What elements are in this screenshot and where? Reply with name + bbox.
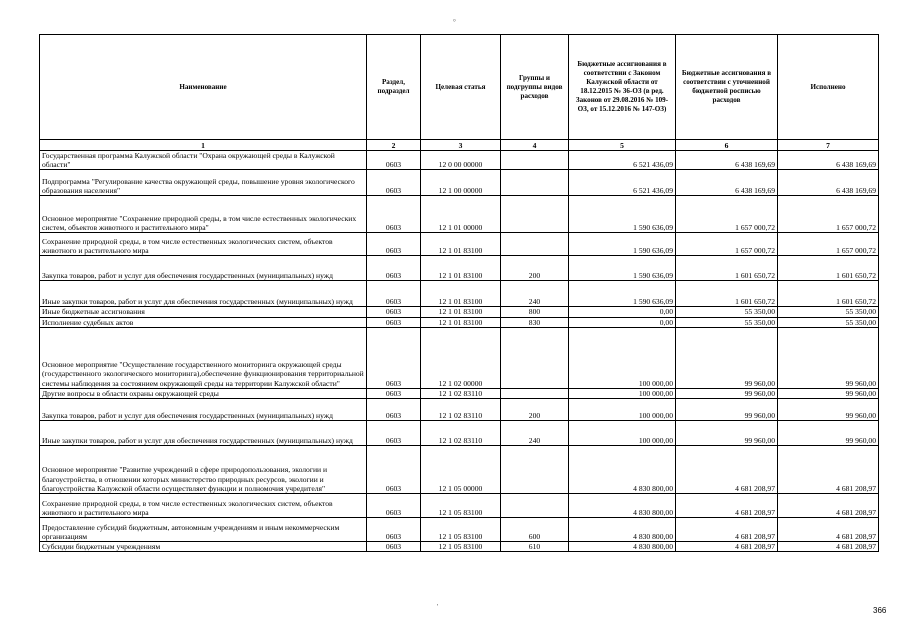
row-section: 0603	[367, 494, 421, 518]
row-section: 0603	[367, 307, 421, 317]
row-name: Закупка товаров, работ и услуг для обеспечения государственных (муниципальных) нужд	[40, 399, 367, 421]
header-executed: Исполнено	[778, 35, 879, 140]
row-law: 0,00	[569, 317, 676, 327]
row-name: Основное мероприятие "Развитие учреждений в сфере природопользования, экологии и благоустройства, в отношении которых министерство природных ресурсов, экологии и благоустройства Калужской области осуществляет функции и полномочия учредителя"	[40, 446, 367, 494]
row-law: 6 521 436,09	[569, 151, 676, 170]
row-section: 0603	[367, 151, 421, 170]
table-row	[40, 542, 879, 552]
row-executed: 1 601 650,72	[778, 281, 879, 307]
row-executed: 4 681 208,97	[778, 518, 879, 542]
row-executed: 4 681 208,97	[778, 446, 879, 494]
row-section: 0603	[367, 399, 421, 421]
row-section: 0603	[367, 327, 421, 388]
row-refined: 1 657 000,72	[676, 196, 778, 233]
row-section: 0603	[367, 317, 421, 327]
table-row	[40, 494, 879, 518]
header-section: Раздел, подраздел	[367, 35, 421, 140]
table-row	[40, 327, 879, 388]
row-executed: 4 681 208,97	[778, 542, 879, 552]
row-law: 4 830 800,00	[569, 518, 676, 542]
row-section: 0603	[367, 170, 421, 196]
table-row	[40, 307, 879, 317]
row-law: 4 830 800,00	[569, 542, 676, 552]
row-law: 100 000,00	[569, 399, 676, 421]
row-section: 0603	[367, 233, 421, 256]
column-number: 3	[421, 140, 501, 151]
table-row	[40, 233, 879, 256]
row-name: Исполнение судебных актов	[40, 317, 367, 327]
row-section: 0603	[367, 518, 421, 542]
row-law: 1 590 636,09	[569, 256, 676, 281]
header-name: Наименование	[40, 35, 367, 140]
row-target: 12 1 02 83110	[421, 388, 501, 398]
row-refined: 55 350,00	[676, 317, 778, 327]
row-group: 200	[501, 256, 569, 281]
row-name: Иные закупки товаров, работ и услуг для обеспечения государственных (муниципальных) нужд	[40, 421, 367, 446]
row-refined: 99 960,00	[676, 421, 778, 446]
row-group	[501, 446, 569, 494]
column-number: 5	[569, 140, 676, 151]
row-target: 12 1 05 00000	[421, 446, 501, 494]
row-target: 12 1 05 83100	[421, 494, 501, 518]
row-group: 800	[501, 307, 569, 317]
header-law: Бюджетные ассигнования в соответствии с Законом Калужской области от 18.12.2015 № 36-ОЗ (в ред. Законов от 29.08.2016 № 109-ОЗ, от 15.12.2016 № 147-ОЗ)	[569, 35, 676, 140]
row-group	[501, 170, 569, 196]
row-refined: 99 960,00	[676, 399, 778, 421]
row-section: 0603	[367, 256, 421, 281]
row-executed: 55 350,00	[778, 317, 879, 327]
row-law: 100 000,00	[569, 421, 676, 446]
table-row	[40, 446, 879, 494]
row-refined: 4 681 208,97	[676, 518, 778, 542]
row-target: 12 1 05 83100	[421, 542, 501, 552]
row-group	[501, 233, 569, 256]
row-target: 12 0 00 00000	[421, 151, 501, 170]
table-row	[40, 518, 879, 542]
row-law: 1 590 636,09	[569, 196, 676, 233]
table-row	[40, 281, 879, 307]
row-executed: 1 657 000,72	[778, 196, 879, 233]
table-row	[40, 151, 879, 170]
row-name: Основное мероприятие "Осуществление государственного мониторинга окружающей среды (государственного экологического мониторинга),обеспечение функционирования территориальной системы наблюдения за состоянием окружающей среды на территории Калужской области"	[40, 327, 367, 388]
row-refined: 4 681 208,97	[676, 542, 778, 552]
row-group: 610	[501, 542, 569, 552]
row-name: Государственная программа Калужской области "Охрана окружающей среды в Калужской области"	[40, 151, 367, 170]
row-executed: 99 960,00	[778, 388, 879, 398]
table-row	[40, 317, 879, 327]
table-row	[40, 421, 879, 446]
row-target: 12 1 05 83100	[421, 518, 501, 542]
row-executed: 99 960,00	[778, 421, 879, 446]
column-number: 7	[778, 140, 879, 151]
row-group	[501, 494, 569, 518]
row-section: 0603	[367, 421, 421, 446]
column-number: 1	[40, 140, 367, 151]
row-target: 12 1 02 83110	[421, 421, 501, 446]
row-law: 4 830 800,00	[569, 494, 676, 518]
row-name: Закупка товаров, работ и услуг для обеспечения государственных (муниципальных) нужд	[40, 256, 367, 281]
row-refined: 99 960,00	[676, 327, 778, 388]
row-group	[501, 388, 569, 398]
row-refined: 4 681 208,97	[676, 494, 778, 518]
scan-mark: °	[453, 18, 456, 26]
row-section: 0603	[367, 388, 421, 398]
row-executed: 1 657 000,72	[778, 233, 879, 256]
row-group: 600	[501, 518, 569, 542]
budget-table	[39, 34, 879, 552]
row-refined: 55 350,00	[676, 307, 778, 317]
row-law: 4 830 800,00	[569, 446, 676, 494]
row-group	[501, 196, 569, 233]
row-refined: 1 601 650,72	[676, 281, 778, 307]
row-target: 12 1 01 83100	[421, 317, 501, 327]
header-target: Целевая статья	[421, 35, 501, 140]
row-name: Иные закупки товаров, работ и услуг для обеспечения государственных (муниципальных) нужд	[40, 281, 367, 307]
row-refined: 4 681 208,97	[676, 446, 778, 494]
page-number: 366	[873, 606, 887, 615]
row-law: 0,00	[569, 307, 676, 317]
row-executed: 4 681 208,97	[778, 494, 879, 518]
row-executed: 6 438 169,69	[778, 170, 879, 196]
row-name: Сохранение природной среды, в том числе естественных экологических систем, объектов животного и растительного мира	[40, 233, 367, 256]
row-refined: 6 438 169,69	[676, 170, 778, 196]
row-group: 240	[501, 421, 569, 446]
table-row	[40, 170, 879, 196]
row-name: Предоставление субсидий бюджетным, автономным учреждениям и иным некоммерческим организациям	[40, 518, 367, 542]
row-name: Иные бюджетные ассигнования	[40, 307, 367, 317]
row-section: 0603	[367, 542, 421, 552]
row-name: Подпрограмма "Регулирование качества окружающей среды, повышение уровня экологического образования населения"	[40, 170, 367, 196]
row-refined: 1 657 000,72	[676, 233, 778, 256]
column-number: 4	[501, 140, 569, 151]
row-group	[501, 327, 569, 388]
row-law: 1 590 636,09	[569, 281, 676, 307]
table-row	[40, 196, 879, 233]
row-section: 0603	[367, 281, 421, 307]
row-name: Сохранение природной среды, в том числе естественных экологических систем, объектов животного и растительного мира	[40, 494, 367, 518]
scan-mark: '	[437, 603, 439, 611]
column-number: 2	[367, 140, 421, 151]
row-group	[501, 151, 569, 170]
row-refined: 99 960,00	[676, 388, 778, 398]
row-section: 0603	[367, 196, 421, 233]
row-law: 1 590 636,09	[569, 233, 676, 256]
row-group: 830	[501, 317, 569, 327]
row-target: 12 1 02 00000	[421, 327, 501, 388]
row-law: 100 000,00	[569, 388, 676, 398]
row-name: Основное мероприятие "Сохранение природной среды, в том числе естественных экологических систем, объектов животного и растительного мира"	[40, 196, 367, 233]
row-name: Субсидии бюджетным учреждениям	[40, 542, 367, 552]
table-row	[40, 388, 879, 398]
row-law: 100 000,00	[569, 327, 676, 388]
column-number-row	[40, 140, 879, 151]
column-number: 6	[676, 140, 778, 151]
row-executed: 99 960,00	[778, 399, 879, 421]
row-refined: 6 438 169,69	[676, 151, 778, 170]
row-group: 240	[501, 281, 569, 307]
row-group: 200	[501, 399, 569, 421]
row-target: 12 1 02 83110	[421, 399, 501, 421]
table-row	[40, 256, 879, 281]
row-law: 6 521 436,09	[569, 170, 676, 196]
row-target: 12 1 01 83100	[421, 256, 501, 281]
row-refined: 1 601 650,72	[676, 256, 778, 281]
row-section: 0603	[367, 446, 421, 494]
header-group: Группы и подгруппы видов расходов	[501, 35, 569, 140]
row-target: 12 1 01 83100	[421, 281, 501, 307]
header-refined: Бюджетные ассигнования в соответствии с уточненной бюджетной росписью расходов	[676, 35, 778, 140]
row-executed: 99 960,00	[778, 327, 879, 388]
row-executed: 6 438 169,69	[778, 151, 879, 170]
row-target: 12 1 01 83100	[421, 233, 501, 256]
row-name: Другие вопросы в области охраны окружающей среды	[40, 388, 367, 398]
row-executed: 1 601 650,72	[778, 256, 879, 281]
table-row	[40, 399, 879, 421]
row-target: 12 1 01 00000	[421, 196, 501, 233]
row-target: 12 1 01 83100	[421, 307, 501, 317]
row-target: 12 1 00 00000	[421, 170, 501, 196]
row-executed: 55 350,00	[778, 307, 879, 317]
table-header-row	[40, 35, 879, 140]
